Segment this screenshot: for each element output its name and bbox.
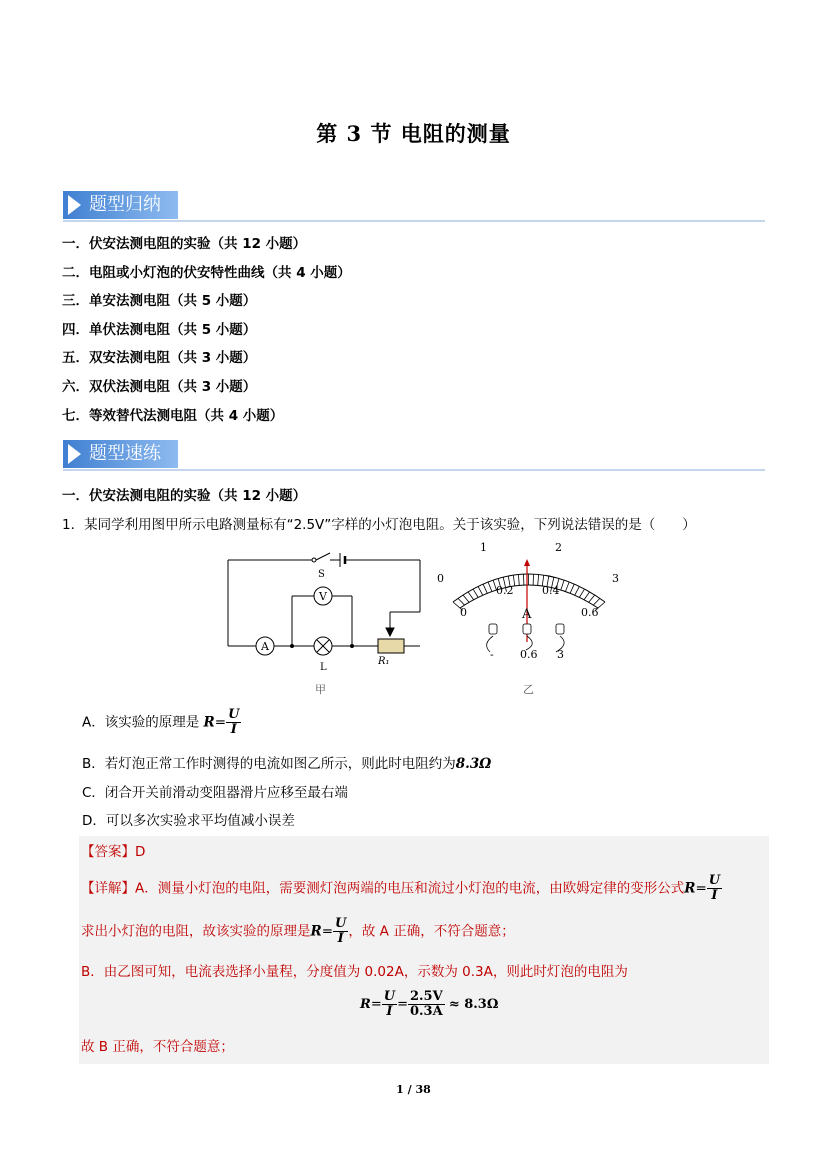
toc-item[interactable]: 七．等效替代法测电阻（共 4 小题） (62, 407, 284, 424)
fraction-denominator: I (711, 888, 718, 903)
slider-arrow-icon (386, 628, 394, 636)
dial-tick (584, 592, 590, 600)
formula-eq: = (321, 923, 334, 940)
option-c[interactable]: C．闭合开关前滑动变阻器滑片应移至最右端 (82, 785, 348, 801)
upper-scale-tick: 1 (480, 541, 487, 554)
junction-dot (350, 644, 354, 648)
formula-r: R (310, 923, 322, 940)
formula-eq: = (397, 997, 408, 1012)
page-title: 第 3 节 电阻的测量 (316, 121, 511, 146)
fraction-numerator: U (228, 707, 240, 722)
dial-tick (473, 589, 478, 597)
dial-tick (538, 574, 539, 585)
figure (220, 540, 640, 700)
circuit-caption: 甲 (315, 683, 326, 696)
arrow-right-icon (68, 444, 81, 464)
calc-formula (360, 990, 498, 1019)
section-heading: 一．伏安法测电阻的实验（共 12 小题） (62, 488, 307, 504)
switch-contact (312, 558, 316, 562)
question-text: 某同学利用图甲所示电路测量标有“2.5V”字样的小灯泡电阻。关于该实验，下列说法错误的是（ ） (84, 517, 696, 533)
formula-r: R (684, 880, 696, 897)
fraction-denominator: I (386, 1004, 393, 1019)
needle-tip-icon (524, 559, 530, 566)
dial-tick (488, 582, 492, 592)
option-a-text: A．该实验的原理是 (82, 714, 200, 731)
option-b[interactable] (82, 752, 491, 772)
formula-eq: = (695, 880, 707, 897)
ammeter-label: A (261, 640, 269, 653)
answer-panel (79, 836, 769, 1064)
option-b-text: B．若灯泡正常工作时测得的电流如图乙所示，则此时电阻约为 (82, 756, 456, 772)
dial-tick (570, 584, 574, 593)
toc-item[interactable]: 五．双安法测电阻（共 3 小题） (62, 350, 257, 367)
question-number: 1． (62, 517, 85, 533)
terminal-label: 0.6 (520, 648, 538, 661)
toc-item[interactable]: 四．单伏法测电阻（共 5 小题） (62, 321, 257, 338)
terminal-label: 3 (557, 648, 564, 661)
question-stem (62, 513, 696, 533)
dial-tick (478, 586, 483, 595)
formula-fraction (226, 708, 241, 737)
upper-scale-tick: 2 (555, 541, 562, 554)
dial-tick (518, 574, 519, 585)
detail-text: A．测量小灯泡的电阻，需要测灯泡两端的电压和流过小灯泡的电流，由欧姆定律的变形公式 (135, 880, 685, 897)
answer-detail-line3: B．由乙图可知，电流表选择小量程，分度值为 0.02A，示数为 0.3A，则此时灯泡的电阻为 (81, 964, 628, 980)
rheostat-label: R₁ (378, 656, 390, 667)
section-banner-practice (63, 440, 765, 472)
dial-tick (575, 586, 580, 595)
lower-scale-tick: 0.2 (496, 584, 514, 597)
toc-item[interactable]: 二．电阻或小灯泡的伏安特性曲线（共 4 小题） (62, 264, 351, 281)
dial-tick (589, 595, 595, 602)
formula-fraction (333, 917, 348, 946)
detail-text: ，故 A 正确，不符合题意； (348, 923, 515, 940)
toc-list (62, 230, 351, 430)
banner-rule (63, 220, 765, 222)
lamp-label: L (320, 662, 327, 673)
dial-tick (468, 592, 474, 600)
upper-scale-tick: 3 (612, 572, 619, 585)
formula-eq: = (214, 714, 227, 731)
banner-tag (63, 191, 178, 219)
switch-label: S (318, 569, 325, 580)
fraction-numerator: U (383, 989, 396, 1004)
page-number: 1 / 38 (396, 1083, 431, 1096)
dial-tick (463, 595, 469, 602)
fraction-numerator: U (708, 873, 721, 888)
banner-tag (63, 440, 178, 468)
section-banner-summary (63, 191, 765, 223)
formula-r: R (203, 714, 215, 731)
lower-scale-tick: 0 (460, 606, 467, 619)
junction-dot (290, 644, 294, 648)
dial-tick (561, 580, 564, 590)
fraction-numerator: U (335, 916, 347, 931)
calc-result: ≈ 8.3Ω (448, 997, 499, 1012)
banner-rule (63, 469, 765, 471)
detail-text: 求出小灯泡的电阻，故该实验的原理是 (81, 923, 311, 940)
fraction-denominator: I (337, 931, 344, 946)
lower-scale-tick: 0.4 (542, 584, 560, 597)
rheostat-symbol (378, 639, 404, 653)
dial-tick (458, 598, 465, 605)
fraction-denominator: I (230, 722, 237, 737)
formula-r: R (360, 997, 371, 1012)
banner-label: 题型归纳 (89, 194, 161, 215)
meter-caption: 乙 (523, 683, 534, 696)
formula-fraction (382, 990, 397, 1019)
terminal-label: - (490, 648, 494, 661)
meter-unit: A (522, 607, 532, 622)
option-d[interactable]: D．可以多次实验求平均值减小误差 (82, 813, 295, 829)
answer-detail-line1 (81, 874, 722, 903)
detail-label: 【详解】 (81, 880, 135, 897)
answer-detail-line2 (81, 917, 515, 946)
toc-item[interactable]: 一．伏安法测电阻的实验（共 12 小题） (62, 236, 307, 252)
option-b-value: 8.3Ω (455, 756, 492, 772)
toc-item[interactable]: 六．双伏法测电阻（共 3 小题） (62, 378, 257, 395)
voltmeter-label: V (319, 590, 327, 603)
answer-label: 【答案】D (81, 844, 146, 860)
calc-fraction (408, 990, 445, 1019)
dial-tick (513, 575, 514, 586)
calc-numerator: 2.5V (409, 989, 443, 1004)
switch-blade (316, 553, 330, 560)
arrow-right-icon (68, 195, 81, 215)
dial-tick (579, 589, 584, 597)
dial-tick (593, 598, 600, 605)
dial-tick (483, 584, 487, 593)
formula-fraction (707, 874, 722, 903)
banner-label: 题型速练 (89, 443, 161, 464)
dial-tick (565, 582, 569, 592)
formula-eq: = (370, 997, 382, 1012)
lower-scale-tick: 0.6 (581, 606, 599, 619)
answer-detail-line4: 故 B 正确，不符合题意； (81, 1039, 234, 1055)
calc-denominator: 0.3A (409, 1004, 443, 1019)
upper-scale-tick: 0 (437, 572, 444, 585)
option-a[interactable] (82, 708, 241, 737)
toc-item[interactable]: 三．单安法测电阻（共 5 小题） (62, 293, 257, 310)
